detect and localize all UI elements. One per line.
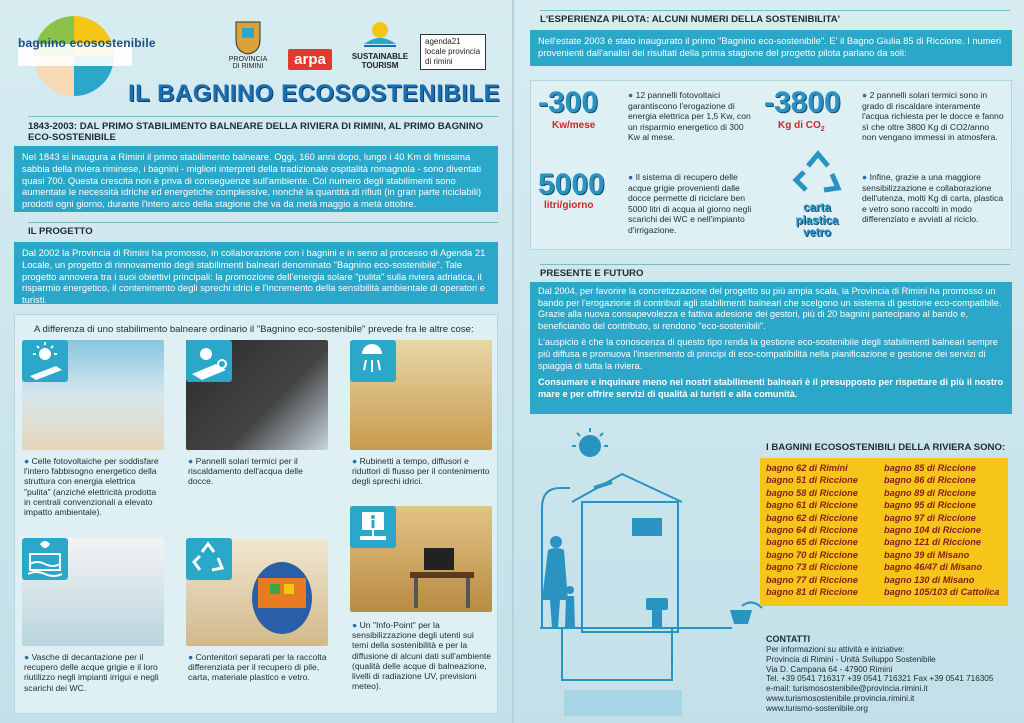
list-item: bagno 70 di Riccione xyxy=(766,549,858,560)
partner-label: PROVINCIA DI RIMINI xyxy=(228,56,268,70)
list-item: bagno 62 di Rimini xyxy=(766,463,848,473)
contact-line: Tel. +39 0541 716317 +39 0541 716321 Fax +39 0541 716305 xyxy=(766,674,994,684)
list-heading: I BAGNINI ECOSOSTENIBILI DELLA RIVIERA SONO: xyxy=(766,442,1006,453)
bagnini-list-col1 xyxy=(766,462,884,598)
feature-caption: ● Vasche di decantazione per il recupero delle acque grigie e il loro riutilizzo negli impianti irrigui e negli scarichi dei WC. xyxy=(24,652,159,693)
tourism-logo-icon xyxy=(362,18,398,52)
partner-sustainable-tourism xyxy=(350,12,410,70)
divider xyxy=(28,222,498,223)
contact-email[interactable]: e-mail: turismosostenibile@provincia.rimini.it xyxy=(766,684,928,694)
contacts-block xyxy=(766,645,993,714)
partner-label: arpa xyxy=(288,49,332,70)
info-point-icon xyxy=(350,506,396,548)
list-item: bagno 61 di Riccione xyxy=(766,500,858,511)
recycle-icon xyxy=(186,538,232,580)
list-item: bagno 77 di Riccione xyxy=(766,574,858,585)
list-item: bagno 105/103 di Cattolica xyxy=(884,587,1000,598)
partner-agenda21 xyxy=(418,12,488,70)
feature-caption: ● Rubinetti a tempo, diffusori e riduttori di flusso per il contenimento degli sprechi idrici. xyxy=(352,456,490,487)
contacts-heading: CONTATTI xyxy=(766,634,811,644)
list-item: bagno 130 di Misano xyxy=(884,574,975,585)
water-tank-icon xyxy=(22,538,68,580)
list-item: bagno 58 di Riccione xyxy=(766,487,858,498)
future-paragraph: L'auspicio è che la conoscenza di questo tipo renda la gestione eco-sostenibile degli stabilimenti balneari sempre più diffusa e promuova l'inserimento di principi di eco-compatibilità nella pianificazione e gestione dei servizi di spiaggia di tutta la riviera. xyxy=(538,337,998,371)
recycle-icon xyxy=(790,150,846,203)
project-heading: IL PROGETTO xyxy=(28,226,93,237)
list-item: bagno 46/47 di Misano xyxy=(884,562,983,573)
bagnino-logo xyxy=(14,14,134,96)
solar-thermal-icon xyxy=(186,340,232,382)
future-heading: PRESENTE E FUTURO xyxy=(540,268,644,279)
list-item: bagno 95 di Riccione xyxy=(884,500,976,511)
list-item: bagno 51 di Riccione xyxy=(766,475,858,486)
history-text: Nel 1843 si inaugura a Rimini il primo stabilimento balneare. Oggi, 160 anni dopo, lungo i 40 Km di finissima sabbia della riviera riminese, i bagnini - migliori interpreti della tradizionale ospitalità romagnola - sono diventati quasi 700. Questa crescita non è priva di conseguenze sull'ambiente. Col numero degli stabilimenti sono aumentate le necessità idriche ed energetiche complessive, nonché la quantità di rifiuti (in gran parte riciclabili) prodotti ogni giorno, durante l'intero arco della stagione che va da metà maggio a metà ottobre. xyxy=(14,146,498,212)
stat-text: ● Infine, grazie a una maggiore sensibilizzazione e collaborazione dell'utenza, molti Kg di carta, plastica e vetro sono raccolti in modo differenziato e avviati al riciclo. xyxy=(862,172,1004,225)
feature-caption: ● Contenitori separati per la raccolta differenziata per il recupero di pile, carta, materiale plastico e vetro. xyxy=(188,652,327,683)
stat-value: -3800 xyxy=(764,86,841,119)
list-item: bagno 73 di Riccione xyxy=(766,562,858,573)
project-text: Dal 2002 la Provincia di Rimini ha promosso, in collaborazione con i bagnini e in seno al processo di Agenda 21 Locale, un progetto di rinnovamento degli stabilimenti balneari denominato "Bagnino eco-sostenibile". Tale progetto annovera tra i suoi obiettivi principali: la promozione dell'energia solare "pulita" sulla riviera adriatica, il risparmio energetico, il contenimento degli sprechi idrici e l'incremento della sensibilità ambientale di operatori e turisti. xyxy=(14,242,498,304)
pilot-heading: L'ESPERIENZA PILOTA: ALCUNI NUMERI DELLA SOSTENIBILITA' xyxy=(540,14,841,25)
stat-value: 5000 xyxy=(538,168,605,201)
list-item: bagno 81 di Riccione xyxy=(766,587,858,598)
stat-text: ● Il sistema di recupero delle acque grigie provenienti dalle docce permette di riciclare ben 5000 litri di acqua al giorno negli scarichi dei WC e nell'impianto d'irrigazione. xyxy=(628,172,752,235)
features-intro: A differenza di uno stabilimento balneare ordinario il "Bagnino eco-sostenibile" prevede fra le altre cose: xyxy=(34,324,474,335)
stat-unit: Kw/mese xyxy=(552,120,596,131)
list-item: bagno 64 di Riccione xyxy=(766,525,858,536)
contact-line: Via D. Campana 64 - 47900 Rimini xyxy=(766,664,893,674)
contact-website[interactable]: www.turismosostenibile.provincia.rimini.it xyxy=(766,693,915,703)
divider xyxy=(28,116,498,117)
contact-line: Provincia di Rimini - Unità Sviluppo Sostenibile xyxy=(766,654,936,664)
divider xyxy=(540,264,1010,265)
feature-caption: ● Celle fotovoltaiche per soddisfare l'intero fabbisogno energetico della struttura con energia elettrica "pulita" (anziché elettricità prodotta in centrali convenzionali a elevato impatto ambientale). xyxy=(24,456,159,518)
partner-provincia xyxy=(226,12,270,70)
future-box xyxy=(530,282,1012,414)
shower-icon xyxy=(350,340,396,382)
feature-caption: ● Un "Info-Point" per la sensibilizzazione degli utenti sui temi della sostenibilità e per la diffusione di alcuni dati sull'ambiente (qualità delle acque di balneazione, livelli di radiazione UV, previsioni meteo). xyxy=(352,620,492,692)
contact-website[interactable]: www.turismo-sostenibile.org xyxy=(766,703,868,713)
feature-caption: ● Pannelli solari termici per il riscaldamento dell'acqua delle docce. xyxy=(188,456,303,487)
list-item: bagno 121 di Riccione xyxy=(884,537,982,548)
list-item: bagno 39 di Misano xyxy=(884,549,970,560)
stat-unit: litri/giorno xyxy=(544,200,594,211)
list-item: bagno 65 di Riccione xyxy=(766,537,858,548)
sun-panel-icon xyxy=(22,340,68,382)
stat-value: carta plastica vetro xyxy=(795,202,839,239)
partner-arpa xyxy=(280,12,340,70)
list-item: bagno 62 di Riccione xyxy=(766,512,858,523)
stat-text: ● 2 pannelli solari termici sono in grado di riscaldare interamente l'acqua richiesta per le docce e fanno sì che oltre 3800 Kg di CO2/anno non vengano immessi in atmosfera. xyxy=(862,90,1004,143)
eco-system-illustration xyxy=(512,428,772,723)
stat-text: ● 12 pannelli fotovoltaici garantiscono l'erogazione di energia elettrica per 1,5 Kw, con un risparmio energetico di 300 Kw al mese. xyxy=(628,90,751,143)
pilot-text: Nell'estate 2003 è stato inaugurato il primo "Bagnino eco-sostenibile". E' il Bagno Giulia 85 di Riccione. I numeri provenienti dall'analisi dei risultati della prima stagione del progetto pilota parlano da soli: xyxy=(530,30,1012,66)
list-item: bagno 89 di Riccione xyxy=(884,487,976,498)
bagnini-list-col2 xyxy=(884,462,1008,598)
list-item: bagno 85 di Riccione xyxy=(884,463,976,473)
future-paragraph: Consumare e inquinare meno nei nostri stabilimenti balneari è il presupposto per rispettare di più il nostro mare e per offrire servizi di qualità ai turisti e alla comunità. xyxy=(538,377,1004,399)
page-title: IL BAGNINO ECOSOSTENIBILE xyxy=(128,80,501,107)
history-heading: 1843-2003: DAL PRIMO STABILIMENTO BALNEARE DELLA RIVIERA DI RIMINI, AL PRIMO BAGNINO ECO-SOSTENIBILE xyxy=(28,121,484,143)
list-item: bagno 86 di Riccione xyxy=(884,475,976,486)
partner-label: agenda21 locale provincia di rimini xyxy=(420,34,486,70)
future-paragraph: Dal 2004, per favorire la concretizzazione del progetto su più ampia scala, la Provincia di Rimini ha promosso un bando per l'erogazione di contributi agli stabilimenti balneari che scelgono un sistema di gestione eco-compatibile. Grazie alla nuova consapevolezza e fattiva adesione dei gestori, più di 20 bagnini partecipano al bando e, beneficiando del contributo, si rendono "eco-sostenibili". xyxy=(538,286,1002,331)
list-item: bagno 97 di Riccione xyxy=(884,512,976,523)
coat-of-arms-icon xyxy=(234,20,262,56)
stat-unit: Kg di $CO_2$ xyxy=(778,120,825,133)
divider xyxy=(540,10,1010,11)
contact-line: Per informazioni su attività e iniziative: xyxy=(766,645,905,654)
logo-text: bagnino ecosostenibile xyxy=(18,36,156,50)
partner-label: SUSTAINABLE TOURISM xyxy=(351,52,409,70)
stat-value: -300 xyxy=(538,86,599,119)
list-item: bagno 104 di Riccione xyxy=(884,525,982,536)
